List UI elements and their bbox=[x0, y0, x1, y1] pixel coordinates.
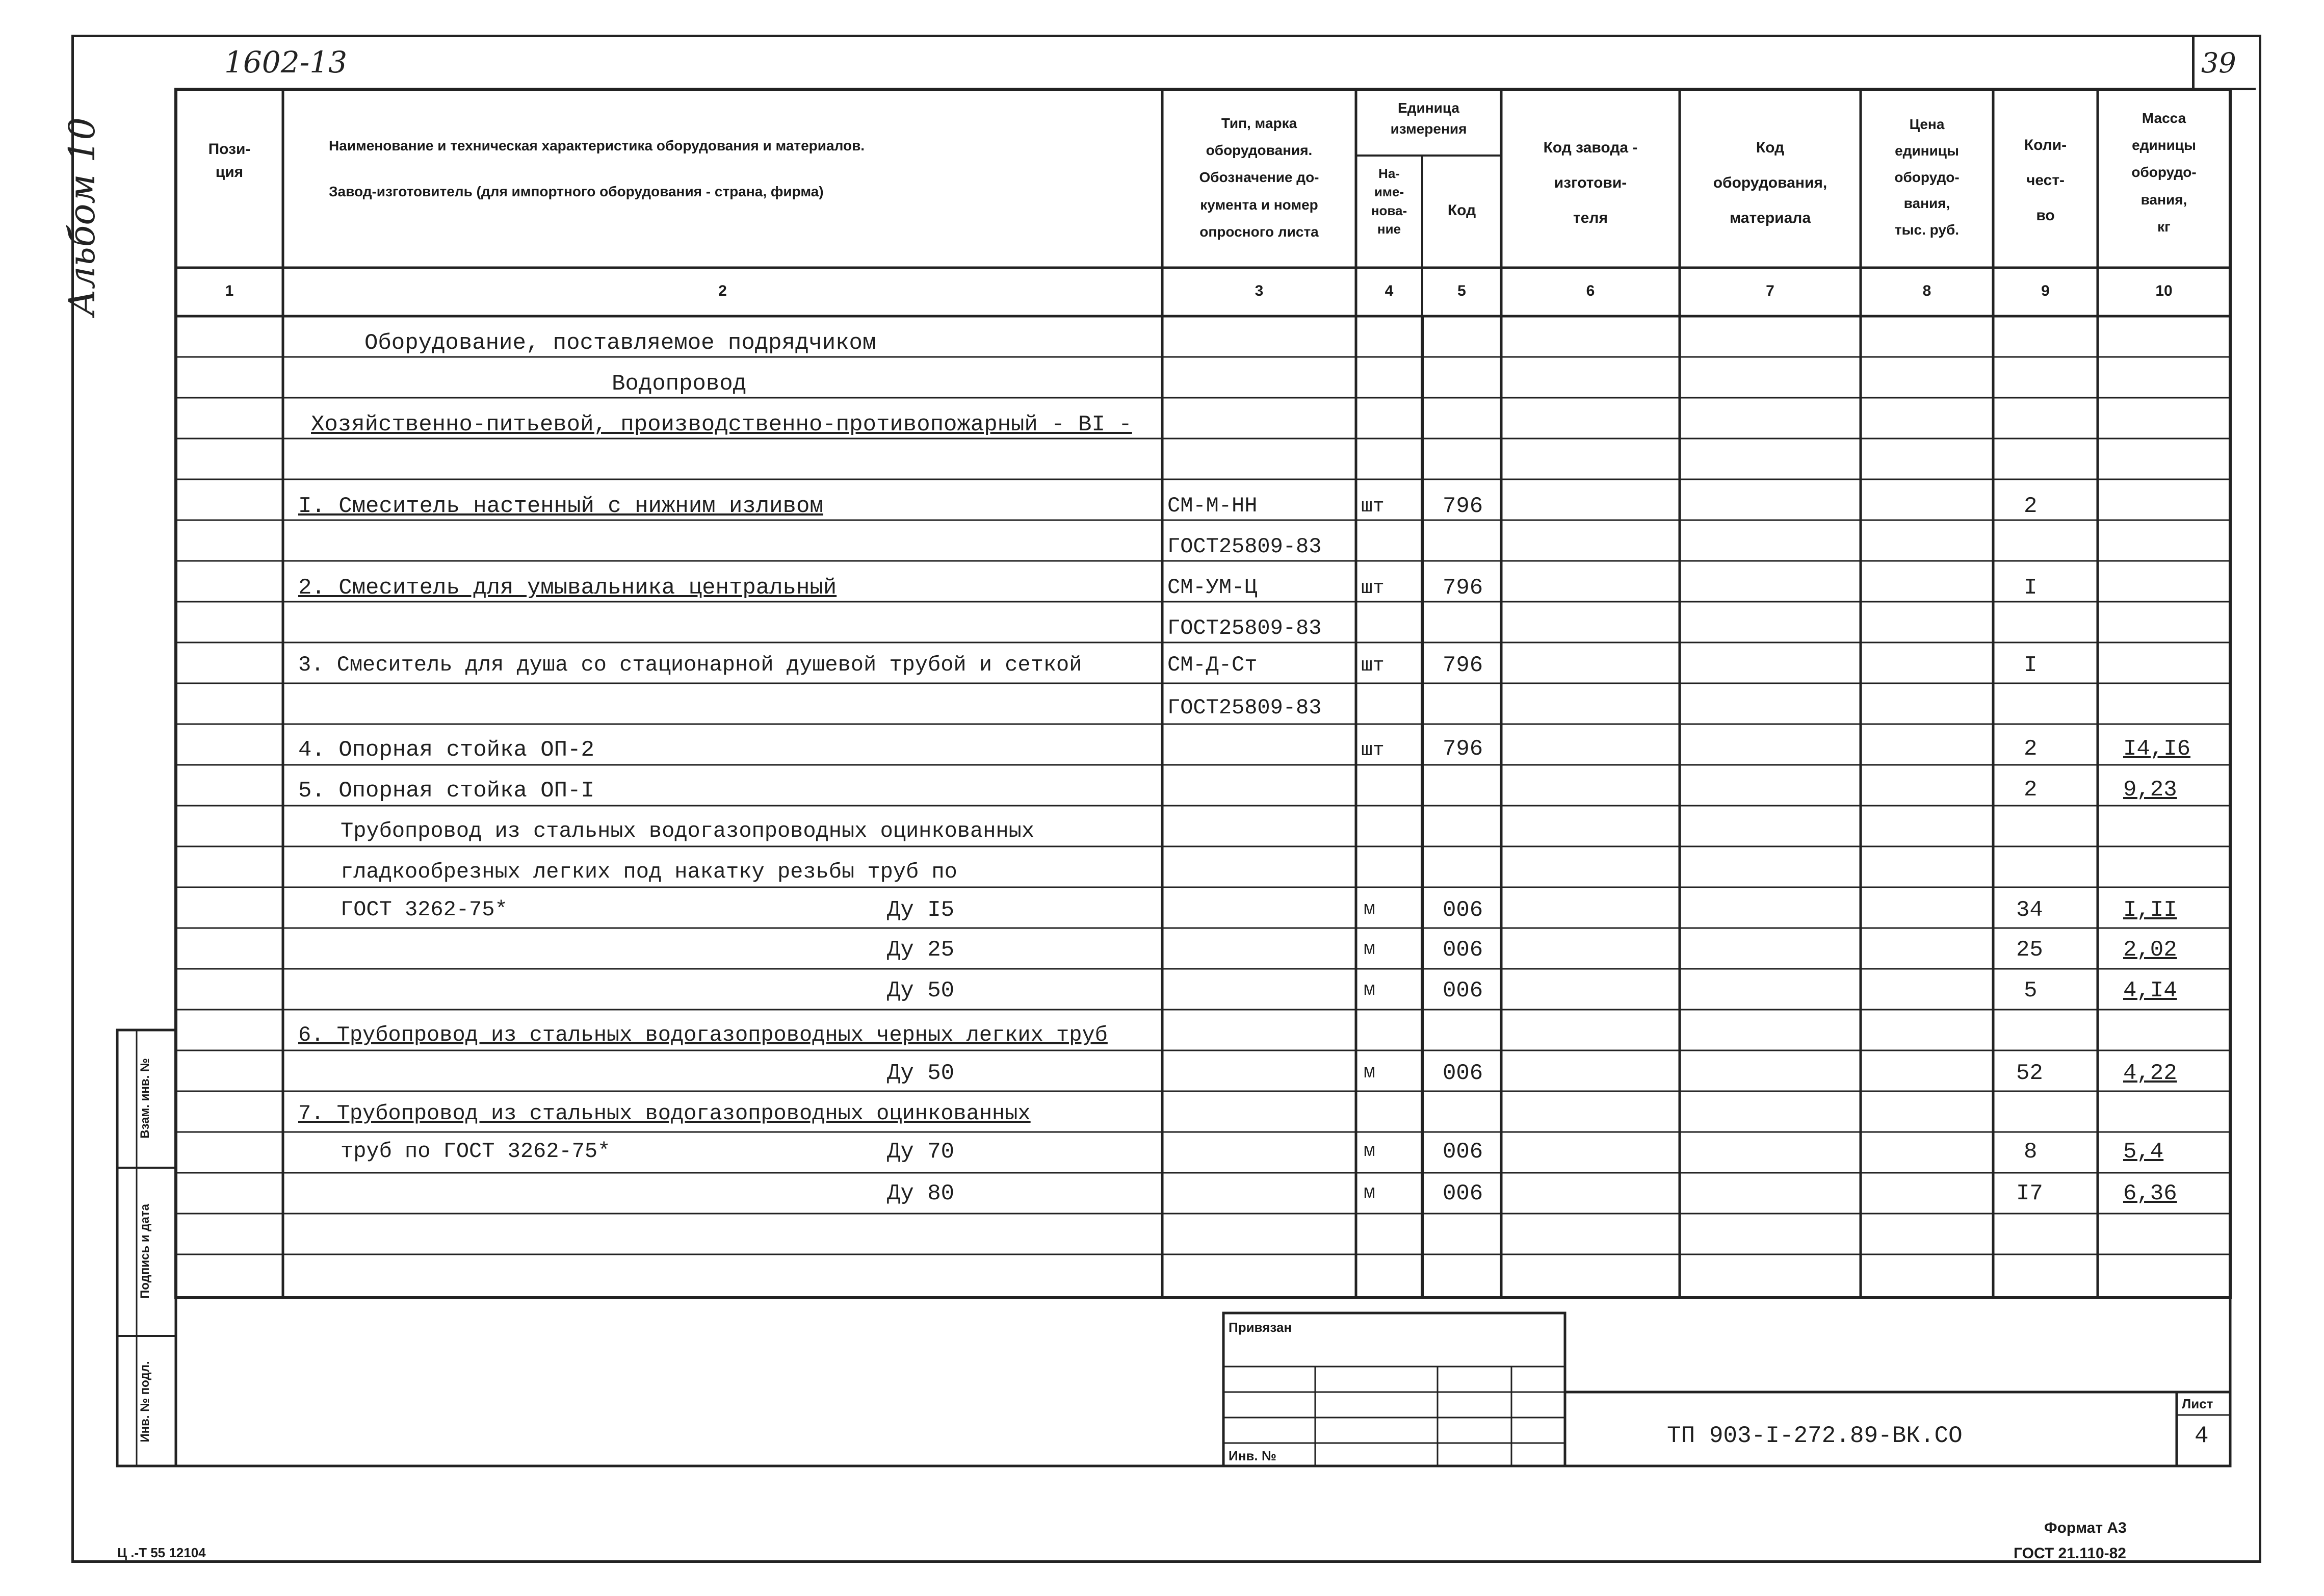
item-mass: 5,4 bbox=[2123, 1139, 2164, 1165]
item-name: 6. Трубопровод из стальных водогазопроводных черных легких труб bbox=[298, 1023, 1108, 1047]
document-number: 1602-13 bbox=[224, 45, 348, 80]
item-code: 006 bbox=[1443, 1061, 1483, 1086]
item-qty: 2 bbox=[2024, 736, 2038, 762]
print-code: Ц .-Т 55 12104 bbox=[117, 1545, 206, 1560]
pipe-diameter: Ду 50 bbox=[887, 978, 955, 1003]
item-mass: 9,23 bbox=[2123, 777, 2177, 803]
item-unit: м bbox=[1364, 1182, 1375, 1204]
item-type: СМ-УМ-Ц bbox=[1167, 575, 1258, 600]
header-unit-price: Цена единицы оборудо- вания, тыс. руб. bbox=[1894, 116, 1960, 238]
item-qty: 5 bbox=[2024, 978, 2038, 1003]
header-factory-code: Код завода - изготови- теля bbox=[1543, 139, 1638, 226]
document-designation: ТП 903-I-272.89-ВК.СО bbox=[1667, 1423, 1963, 1449]
item-qty: 52 bbox=[2016, 1061, 2043, 1086]
item-code: 006 bbox=[1443, 1139, 1483, 1165]
pipe-diameter: Ду I5 bbox=[887, 897, 955, 923]
header-name-line1: Наименование и техническая характеристика оборудования и материалов. bbox=[329, 138, 865, 153]
item-description: гладкообрезных легких под накатку резьбы труб по bbox=[341, 860, 957, 884]
column-number: 6 bbox=[1586, 282, 1595, 299]
side-label-inv-podl: Инв. № подл. bbox=[138, 1361, 152, 1443]
item-qty: I bbox=[2024, 653, 2038, 678]
column-number: 2 bbox=[718, 282, 727, 299]
item-type-doc: ГОСТ25809-83 bbox=[1167, 696, 1322, 720]
item-type: СМ-М-НН bbox=[1167, 494, 1258, 518]
item-mass: 6,36 bbox=[2123, 1181, 2177, 1206]
side-label-podpis: Подпись и дата bbox=[138, 1204, 152, 1299]
item-code: 006 bbox=[1443, 978, 1483, 1003]
item-unit: м bbox=[1364, 1062, 1375, 1084]
column-number: 10 bbox=[2155, 282, 2173, 299]
item-description: труб по ГОСТ 3262-75* bbox=[341, 1139, 611, 1164]
item-qty: 2 bbox=[2024, 777, 2038, 803]
header-type: Тип, марка оборудования. Обозначение до- кумента и номер опросного листа bbox=[1199, 115, 1319, 240]
stamp-inv-number: Инв. № bbox=[1229, 1448, 1276, 1463]
side-label-vzam: Взам. инв. № bbox=[138, 1058, 152, 1139]
item-mass: 4,I4 bbox=[2123, 978, 2177, 1003]
column-number: 9 bbox=[2041, 282, 2050, 299]
item-unit: шт bbox=[1361, 496, 1385, 518]
header-unit-code: Код bbox=[1447, 202, 1476, 219]
item-description: Трубопровод из стальных водогазопроводных оцинкованных bbox=[341, 819, 1035, 843]
item-name: 5. Опорная стойка ОП-I bbox=[298, 778, 594, 804]
column-number: 7 bbox=[1766, 282, 1774, 299]
item-unit: м bbox=[1364, 898, 1375, 920]
item-mass: I4,I6 bbox=[2123, 736, 2191, 762]
item-name: 4. Опорная стойка ОП-2 bbox=[298, 737, 594, 763]
item-qty: 34 bbox=[2016, 897, 2043, 923]
album-note: Альбом 10 bbox=[61, 117, 103, 316]
stamp-sheet-value: 4 bbox=[2195, 1423, 2209, 1449]
item-code: 006 bbox=[1443, 1181, 1483, 1206]
item-qty: 8 bbox=[2024, 1139, 2038, 1165]
item-qty: I bbox=[2024, 575, 2038, 601]
item-name: 3. Смеситель для душа со стационарной душевой трубой и сеткой bbox=[298, 653, 1082, 677]
pipe-diameter: Ду 80 bbox=[887, 1181, 955, 1206]
item-unit: шт bbox=[1361, 739, 1385, 761]
column-number: 1 bbox=[225, 282, 234, 299]
column-number: 3 bbox=[1255, 282, 1264, 299]
pipe-diameter: Ду 70 bbox=[887, 1139, 955, 1165]
column-number: 4 bbox=[1385, 282, 1394, 299]
header-position: Пози- ция bbox=[208, 141, 251, 181]
item-description: ГОСТ 3262-75* bbox=[341, 897, 508, 922]
pipe-diameter: Ду 50 bbox=[887, 1061, 955, 1086]
item-name: I. Смеситель настенный с нижним изливом bbox=[298, 494, 823, 519]
item-mass: I,II bbox=[2123, 897, 2177, 923]
item-name: 2. Смеситель для умывальника центральный bbox=[298, 575, 837, 601]
stamp-sheet-label: Лист bbox=[2182, 1396, 2213, 1411]
item-code: 006 bbox=[1443, 937, 1483, 963]
item-unit: м bbox=[1364, 979, 1375, 1001]
header-unit-name: На- име- нова- ние bbox=[1371, 166, 1407, 237]
item-type-doc: ГОСТ25809-83 bbox=[1167, 534, 1322, 559]
system-title: Хозяйственно-питьевой, производственно-противопожарный - BI - bbox=[311, 412, 1132, 437]
item-qty: I7 bbox=[2016, 1181, 2043, 1206]
header-unit-mass: Масса единицы оборудо- вания, кг bbox=[2131, 110, 2197, 235]
item-unit: м bbox=[1364, 1140, 1375, 1162]
item-unit: шт bbox=[1361, 655, 1385, 677]
page-number: 39 bbox=[2201, 47, 2236, 79]
format-label: Формат А3 bbox=[2044, 1520, 2127, 1536]
header-quantity: Коли- чест- во bbox=[2024, 137, 2067, 224]
item-code: 796 bbox=[1443, 494, 1483, 519]
item-name: 7. Трубопровод из стальных водогазопроводных оцинкованных bbox=[298, 1101, 1031, 1126]
item-code: 006 bbox=[1443, 897, 1483, 923]
item-type: СМ-Д-Ст bbox=[1167, 653, 1258, 677]
item-qty: 25 bbox=[2016, 937, 2043, 963]
header-unit-group: Единица измерения bbox=[1390, 100, 1467, 137]
item-code: 796 bbox=[1443, 575, 1483, 601]
section-subtitle: Водопровод bbox=[612, 371, 747, 397]
header-equipment-code: Код оборудования, материала bbox=[1713, 139, 1827, 226]
item-code: 796 bbox=[1443, 736, 1483, 762]
column-number: 5 bbox=[1457, 282, 1466, 299]
section-title: Оборудование, поставляемое подрядчиком bbox=[364, 330, 876, 356]
pipe-diameter: Ду 25 bbox=[887, 937, 955, 963]
item-mass: 2,02 bbox=[2123, 937, 2177, 963]
item-unit: шт bbox=[1361, 577, 1385, 599]
column-number: 8 bbox=[1922, 282, 1931, 299]
item-code: 796 bbox=[1443, 653, 1483, 678]
gost-label: ГОСТ 21.110-82 bbox=[2014, 1545, 2126, 1562]
item-unit: м bbox=[1364, 938, 1375, 960]
item-mass: 4,22 bbox=[2123, 1061, 2177, 1086]
item-qty: 2 bbox=[2024, 494, 2038, 519]
header-name-line2: Завод-изготовитель (для импортного оборудования - страна, фирма) bbox=[329, 184, 824, 199]
item-type-doc: ГОСТ25809-83 bbox=[1167, 616, 1322, 640]
stamp-privyazan: Привязан bbox=[1229, 1320, 1292, 1335]
